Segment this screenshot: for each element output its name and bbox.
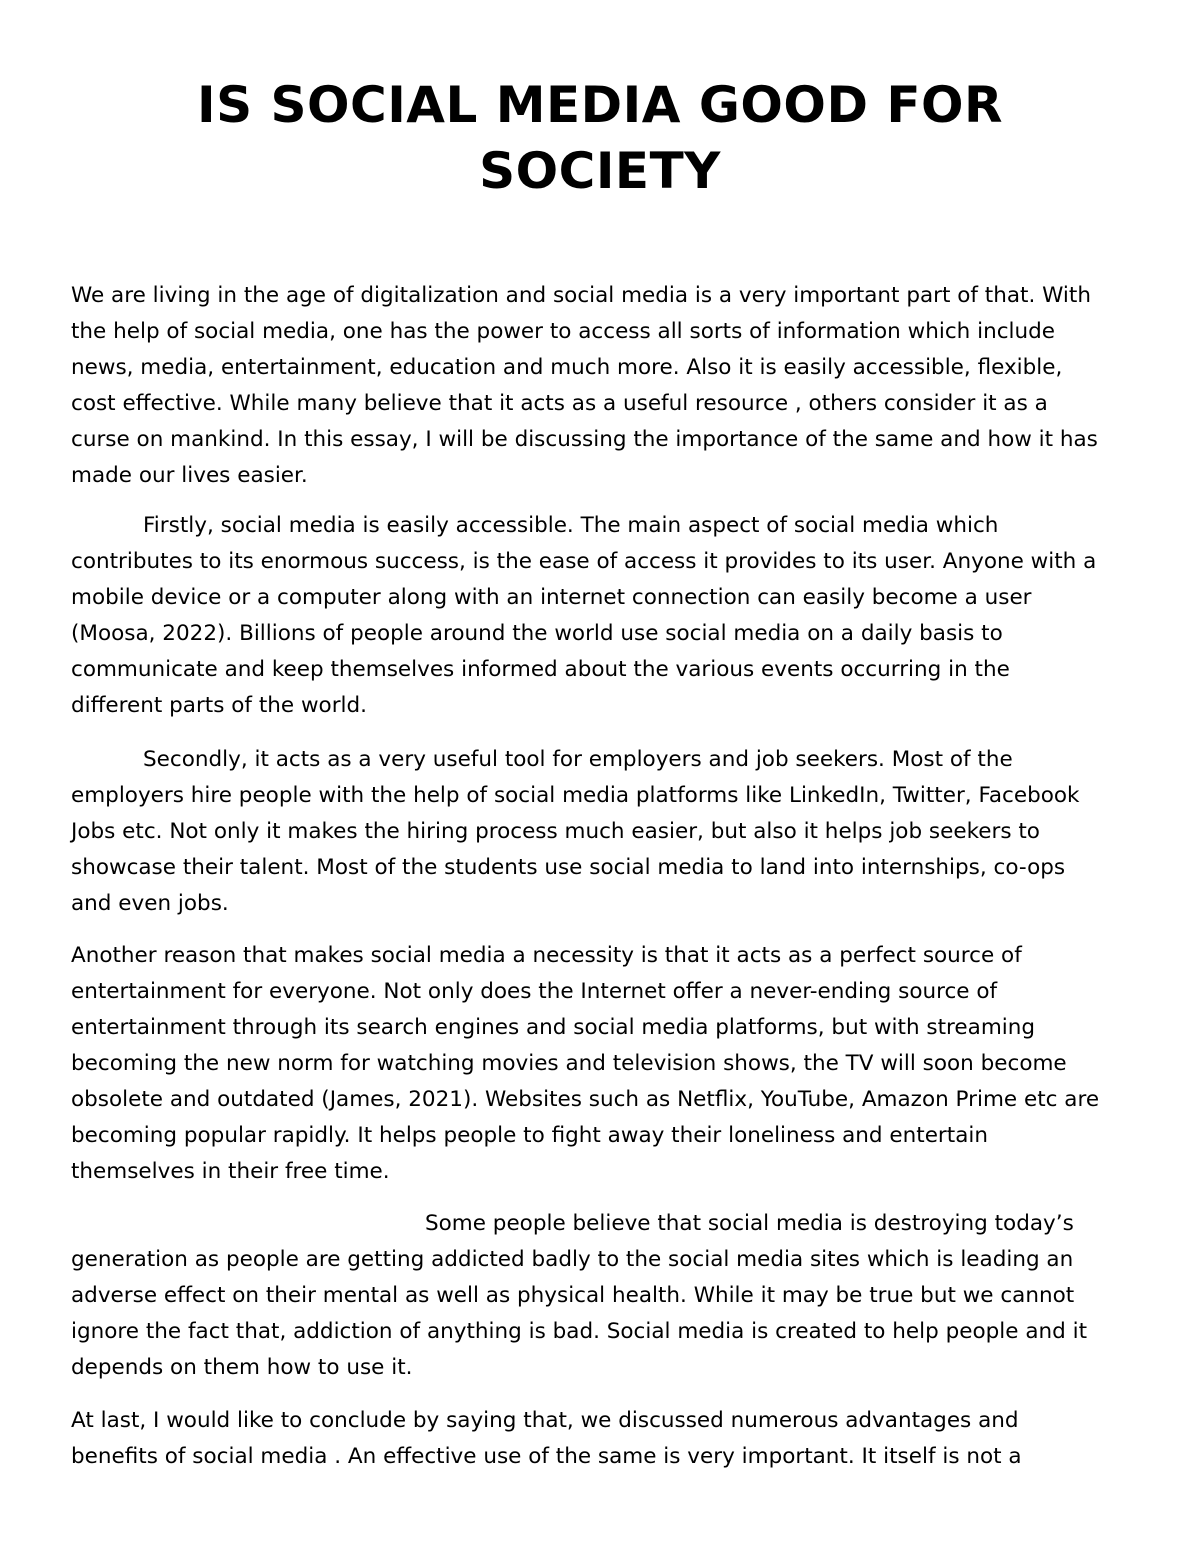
text-line: different parts of the world. bbox=[71, 693, 367, 718]
text-line: Jobs etc. Not only it makes the hiring process much easier, but also it helps job seekers to bbox=[71, 819, 1040, 844]
text-line: Secondly, it acts as a very useful tool for employers and job seekers. Most of the bbox=[143, 747, 1013, 772]
text-line: We are living in the age of digitalization and social media is a very important part of that. With bbox=[71, 283, 1091, 308]
text-line: adverse effect on their mental as well as physical health. While it may be true but we cannot bbox=[71, 1283, 1075, 1308]
text-line: curse on mankind. In this essay, I will be discussing the importance of the same and how it has bbox=[71, 427, 1098, 452]
text-line: cost effective. While many believe that it acts as a useful resource , others consider it as a bbox=[71, 391, 1048, 416]
paragraph-intro bbox=[71, 278, 1098, 494]
title-line: SOCIETY bbox=[479, 142, 721, 200]
text-line: and even jobs. bbox=[71, 891, 229, 916]
paragraph-entertainment bbox=[71, 938, 1099, 1190]
text-line: depends on them how to use it. bbox=[71, 1355, 413, 1380]
paragraph-conclusion bbox=[71, 1403, 1022, 1475]
text-line: made our lives easier. bbox=[71, 463, 308, 488]
text-line: ignore the fact that, addiction of anything is bad. Social media is created to help people and it bbox=[71, 1319, 1088, 1344]
text-line: the help of social media, one has the power to access all sorts of information which include bbox=[71, 319, 1055, 344]
text-line: contributes to its enormous success, is the ease of access it provides to its user. Anyone with a bbox=[71, 549, 1097, 574]
text-line: showcase their talent. Most of the students use social media to land into internships, co-ops bbox=[71, 855, 1066, 880]
paragraph-employment bbox=[71, 742, 1079, 922]
paragraph-accessibility bbox=[71, 508, 1096, 724]
text-line: obsolete and outdated (James, 2021). Websites such as Netflix, YouTube, Amazon Prime etc are bbox=[71, 1087, 1100, 1112]
text-line: Firstly, social media is easily accessible. The main aspect of social media which bbox=[143, 513, 999, 538]
text-line: entertainment through its search engines and social media platforms, but with streaming bbox=[71, 1015, 1036, 1040]
text-line: generation as people are getting addicted badly to the social media sites which is leading an bbox=[71, 1247, 1074, 1272]
text-line: entertainment for everyone. Not only does the Internet offer a never-ending source of bbox=[71, 979, 998, 1004]
text-line: news, media, entertainment, education and much more. Also it is easily accessible, flexible, bbox=[71, 355, 1063, 380]
text-line: (Moosa, 2022). Billions of people around the world use social media on a daily basis to bbox=[71, 621, 1003, 646]
text-line: becoming popular rapidly. It helps people to fight away their loneliness and entertain bbox=[71, 1123, 988, 1148]
title-line: IS SOCIAL MEDIA GOOD FOR bbox=[196, 76, 1004, 134]
text-line: themselves in their free time. bbox=[71, 1159, 390, 1184]
text-line: employers hire people with the help of social media platforms like LinkedIn, Twitter, Facebook bbox=[71, 783, 1080, 808]
paragraph-counterargument bbox=[71, 1206, 1087, 1386]
text-line: mobile device or a computer along with an internet connection can easily become a user bbox=[71, 585, 1032, 610]
document-title bbox=[100, 72, 1100, 204]
text-line: At last, I would like to conclude by saying that, we discussed numerous advantages and bbox=[71, 1408, 1019, 1433]
text-line: communicate and keep themselves informed about the various events occurring in the bbox=[71, 657, 1010, 682]
text-line: becoming the new norm for watching movies and television shows, the TV will soon become bbox=[71, 1051, 1067, 1076]
text-line: benefits of social media . An effective use of the same is very important. It itself is not a bbox=[71, 1444, 1022, 1469]
text-line: Some people believe that social media is destroying today’s bbox=[425, 1211, 1074, 1236]
text-line: Another reason that makes social media a necessity is that it acts as a perfect source of bbox=[71, 943, 1022, 968]
